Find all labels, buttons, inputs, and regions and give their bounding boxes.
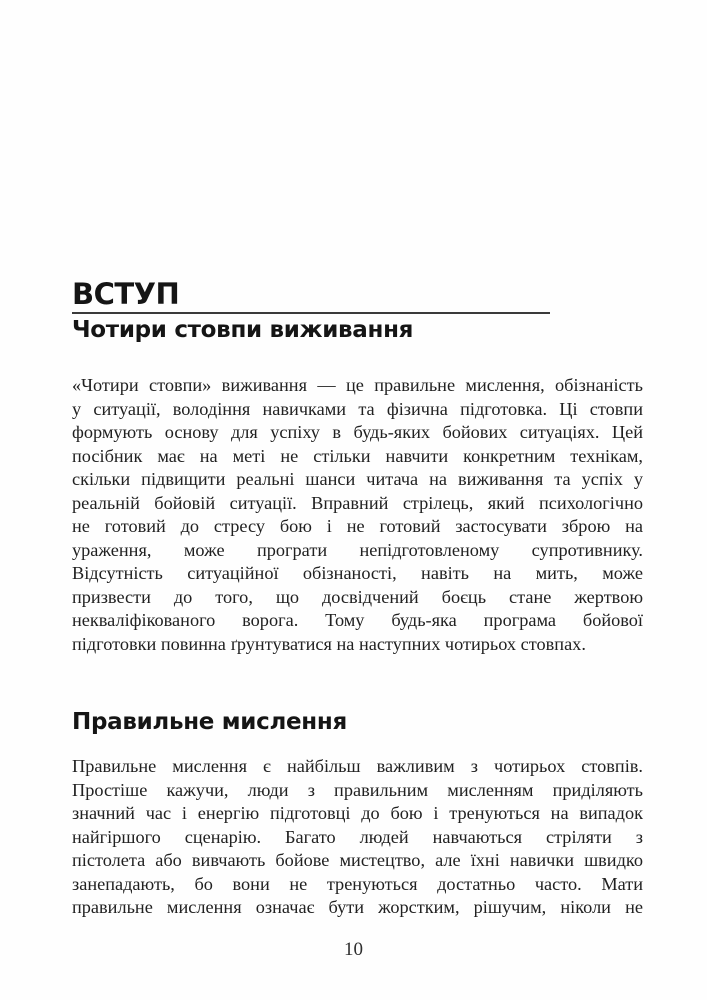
text-line: призвести до того, що досвідчений боєць стане жертвою xyxy=(72,586,643,607)
text-line: у ситуації, володіння навичками та фізична підготовка. Ці стовпи xyxy=(72,398,643,419)
page-number: 10 xyxy=(344,939,363,960)
text-line: Правильне мислення є найбільш важливим з чотирьох стовпів. xyxy=(72,756,643,776)
intro-paragraph xyxy=(72,374,643,656)
section-heading: Правильне мислення xyxy=(72,709,347,735)
text-line: некваліфікованого ворога. Тому будь-яка програма бойової xyxy=(72,610,643,630)
text-line: посібник має на меті не стільки навчити конкретним технікам, xyxy=(72,445,643,466)
text-line: не готовий до стресу бою і не готовий застосувати зброю на xyxy=(72,516,643,536)
text-line: формують основу для успіху в будь-яких бойових ситуаціях. Цей xyxy=(72,422,643,442)
page-subtitle: Чотири стовпи виживання xyxy=(72,317,414,343)
title-rule xyxy=(72,312,550,314)
text-line: Відсутність ситуаційної обізнаності, навіть на мить, може xyxy=(72,563,643,583)
section-paragraph xyxy=(72,755,643,920)
text-line: найгіршого сценарію. Багато людей навчаються стріляти з xyxy=(72,826,643,847)
text-line: скільки підвищити реальні шанси читача на виживання та успіх у xyxy=(72,469,643,489)
text-line: пістолета або вивчають бойове мистецтво, але їхні навички швидко xyxy=(72,850,643,870)
text-line: занепадають, бо вони не тренуються достатньо часто. Мати xyxy=(72,873,643,894)
text-line: правильне мислення означає бути жорстким, рішучим, ніколи не xyxy=(72,897,643,917)
text-line: «Чотири стовпи» виживання — це правильне мислення, обізнаність xyxy=(72,375,643,395)
page-title: ВСТУП xyxy=(72,277,180,311)
text-line: Простіше кажучи, люди з правильним мисленням приділяють xyxy=(72,779,643,800)
text-line: значний час і енергію підготовці до бою і тренуються на випадок xyxy=(72,803,643,823)
text-line: реальній бойовій ситуації. Вправний стрілець, який психологічно xyxy=(72,492,643,513)
text-line: підготовки повинна ґрунтуватися на наступних чотирьох стовпах. xyxy=(72,633,586,654)
text-line: ураження, може програти непідготовленому супротивнику. xyxy=(72,539,643,560)
